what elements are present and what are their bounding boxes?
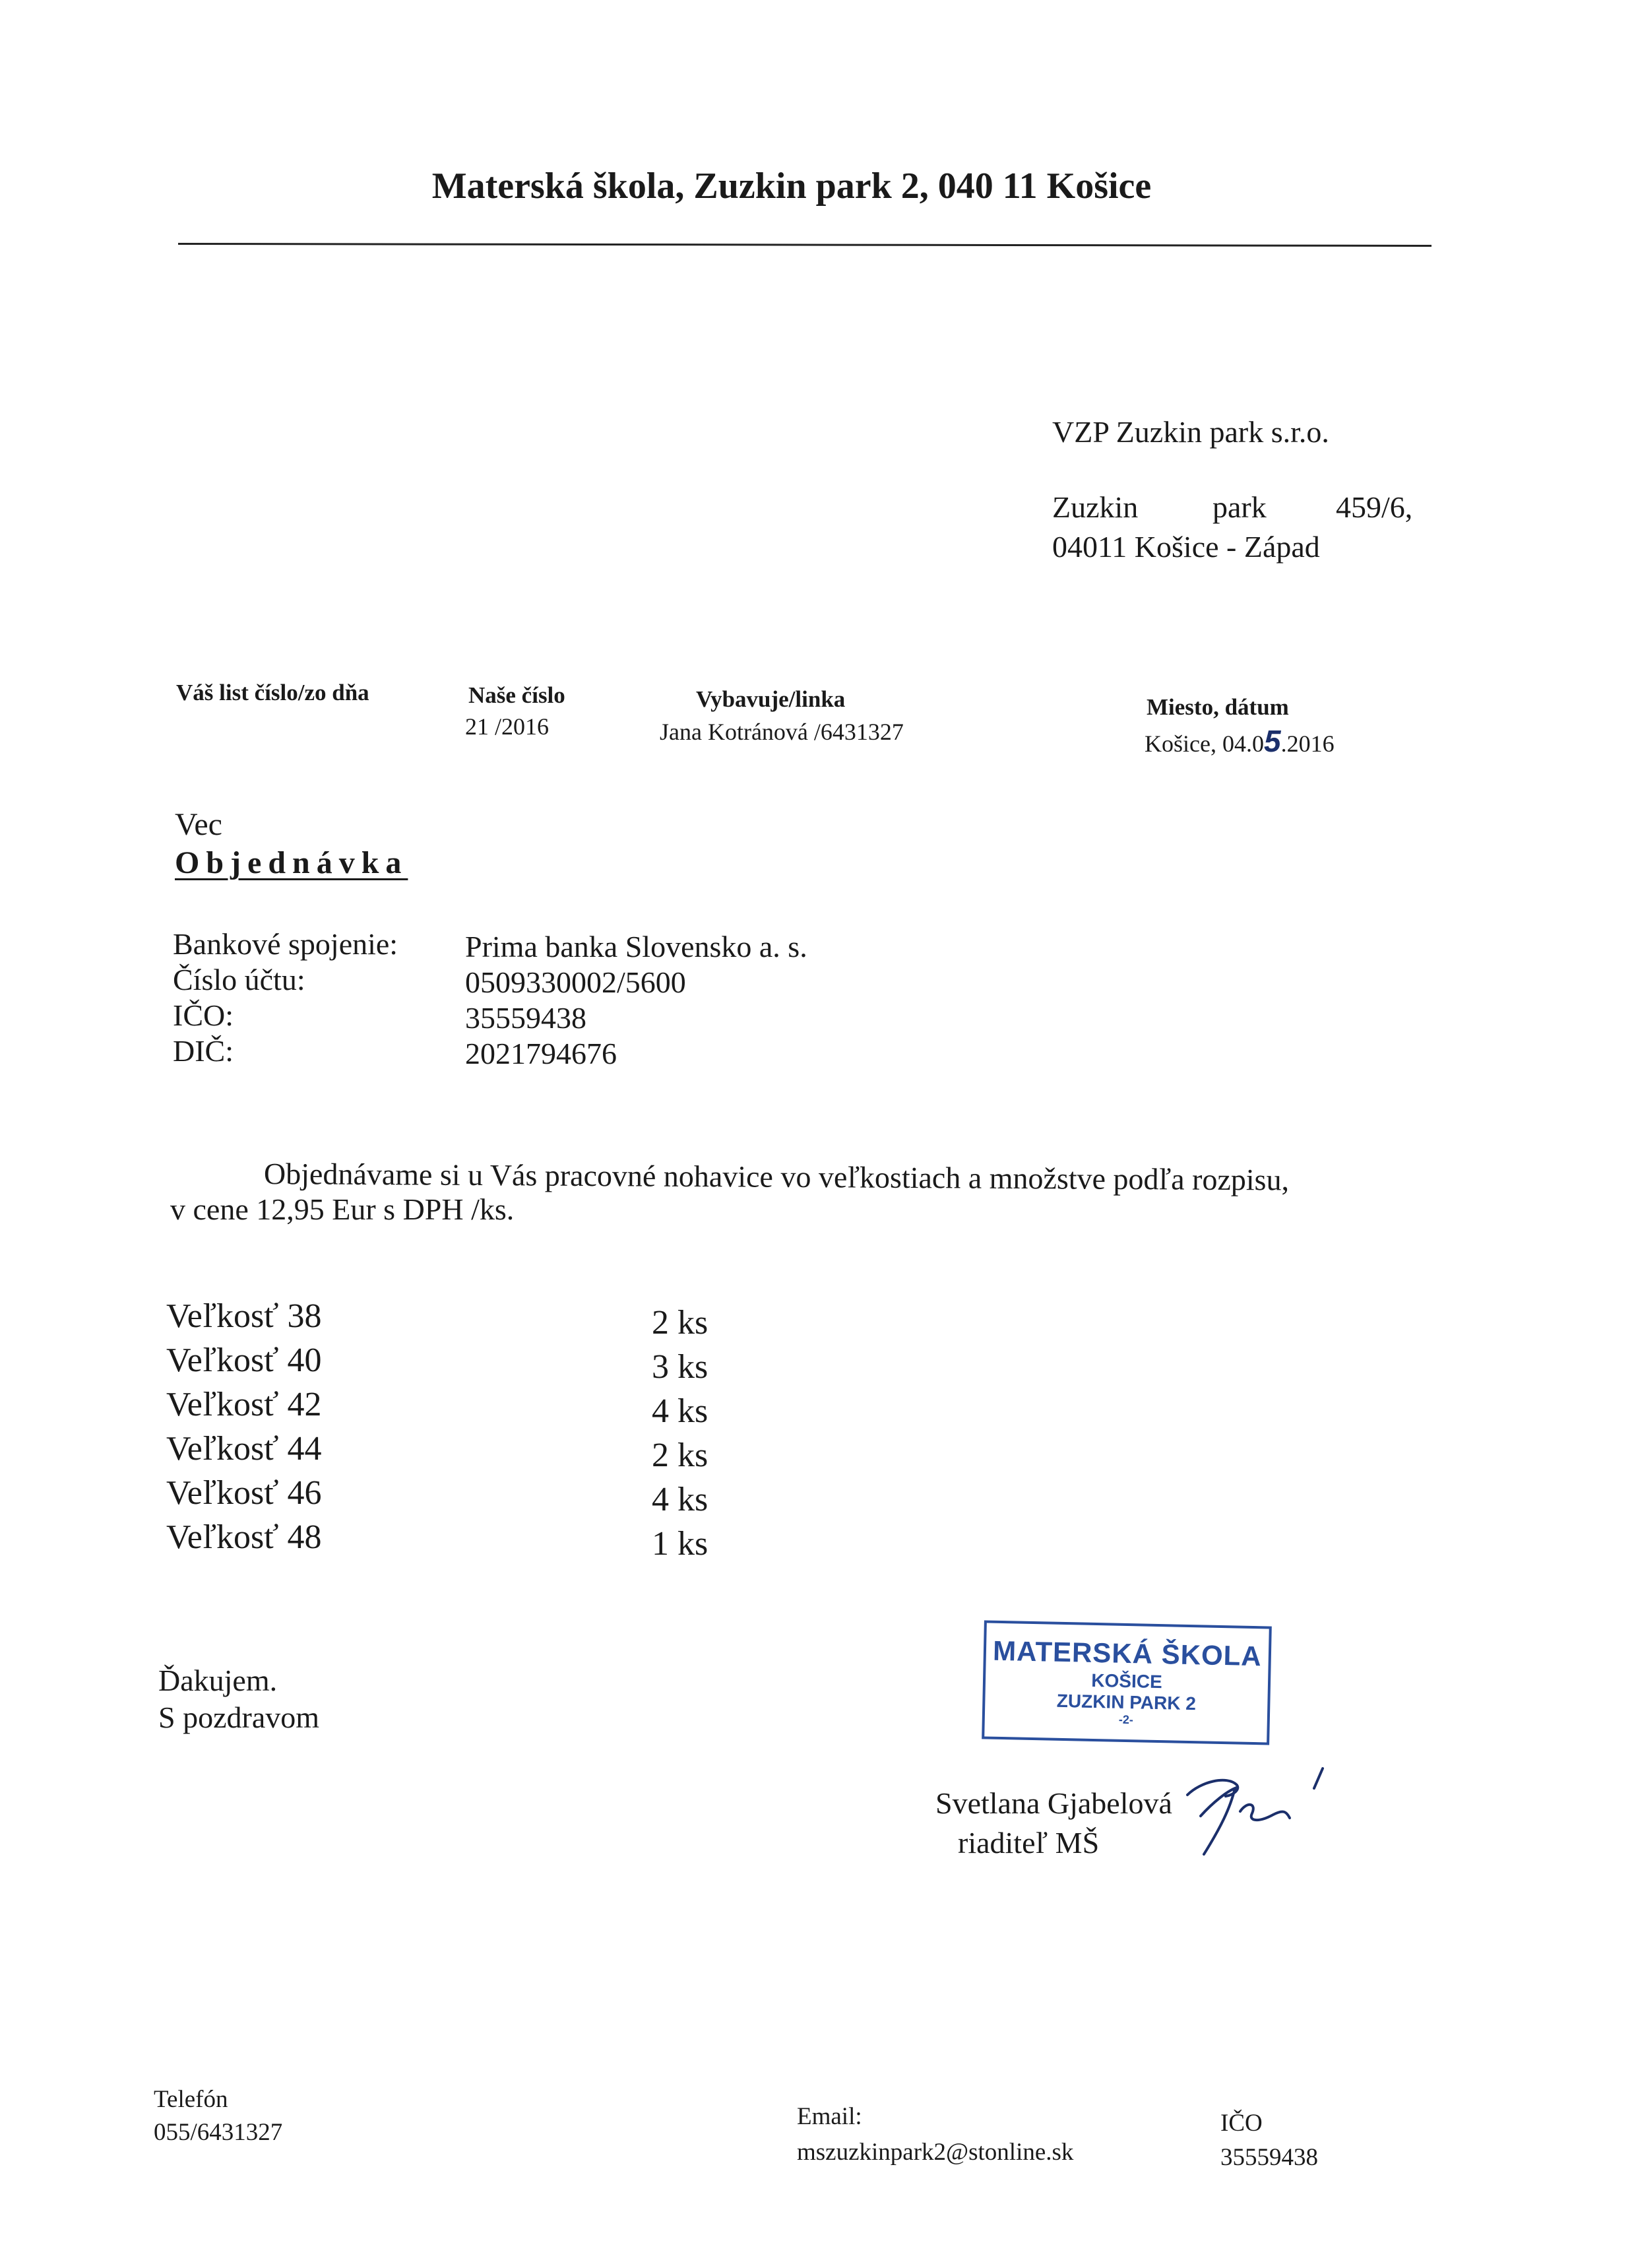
school-stamp	[982, 1620, 1272, 1745]
recipient-street-word2: park	[1212, 490, 1267, 524]
recipient-street-word1: Zuzkin	[1052, 490, 1139, 524]
bank-connection-value: Prima banka Slovensko a. s.	[465, 930, 807, 963]
closing-regards: S pozdravom	[158, 1701, 320, 1734]
dic-label: DIČ:	[173, 1034, 234, 1068]
handled-by-label: Vybavuje/linka	[696, 686, 846, 712]
place-date-value	[1145, 723, 1335, 759]
recipient-street-number: 459/6,	[1336, 490, 1413, 524]
closing-thanks: Ďakujem.	[158, 1664, 278, 1697]
footer-email-label: Email:	[797, 2103, 862, 2130]
stamp-line-number: -2-	[1118, 1712, 1134, 1727]
size-label-44: Veľkosť 44	[166, 1430, 322, 1468]
size-qty-38: 2 ks	[652, 1304, 708, 1342]
size-label-42: Veľkosť 42	[166, 1386, 322, 1423]
size-qty-48: 1 ks	[652, 1525, 708, 1563]
footer-email-value: mszuzkinpark2@stonline.sk	[797, 2139, 1074, 2166]
stamp-line-address: ZUZKIN PARK 2	[1056, 1690, 1197, 1714]
our-number-value: 21 /2016	[465, 713, 550, 740]
size-qty-44: 2 ks	[652, 1437, 708, 1474]
account-number-value: 0509330002/5600	[465, 965, 686, 999]
letterhead-divider	[178, 243, 1432, 247]
account-number-label: Číslo účtu:	[173, 963, 305, 996]
our-number-label: Naše číslo	[468, 682, 565, 708]
footer-phone-value: 055/6431327	[154, 2119, 283, 2146]
size-label-38: Veľkosť 38	[166, 1297, 322, 1335]
recipient-name: VZP Zuzkin park s.r.o.	[1052, 415, 1329, 449]
size-qty-40: 3 ks	[652, 1348, 708, 1386]
dic-value: 2021794676	[465, 1037, 617, 1070]
recipient-city: 04011 Košice - Západ	[1052, 530, 1320, 564]
handwritten-signature	[1174, 1755, 1346, 1874]
school-letterhead-title: Materská škola, Zuzkin park 2, 040 11 Košice	[431, 166, 1152, 207]
place-date-label: Miesto, dátum	[1147, 694, 1289, 720]
ico-value: 35559438	[465, 1001, 586, 1035]
order-body-line2: v cene 12,95 Eur s DPH /ks.	[170, 1192, 515, 1226]
footer-ico-value: 35559438	[1220, 2144, 1318, 2171]
stamp-line-city: KOŠICE	[1091, 1669, 1163, 1693]
ico-label: IČO:	[173, 998, 234, 1032]
subject-title: Objednávka	[175, 845, 408, 880]
subject-label: Vec	[175, 807, 222, 842]
size-label-46: Veľkosť 46	[166, 1474, 322, 1512]
signer-role: riaditeľ MŠ	[958, 1826, 1100, 1860]
size-label-48: Veľkosť 48	[166, 1518, 322, 1556]
order-body-line1: Objednávame si u Vás pracovné nohavice vo veľkostiach a množstve podľa rozpisu,	[263, 1157, 1290, 1197]
place-date-prefix: Košice, 04.0	[1145, 730, 1264, 757]
size-qty-42: 4 ks	[652, 1392, 708, 1430]
your-letter-label: Váš list číslo/zo dňa	[176, 680, 369, 705]
size-qty-46: 4 ks	[652, 1481, 708, 1518]
signer-name: Svetlana Gjabelová	[935, 1786, 1172, 1820]
handled-by-value: Jana Kotránová /6431327	[660, 719, 904, 745]
footer-ico-label: IČO	[1220, 2110, 1263, 2137]
stamp-line-school: MATERSKÁ ŠKOLA	[992, 1635, 1263, 1672]
place-date-suffix: .2016	[1280, 730, 1335, 757]
size-label-40: Veľkosť 40	[166, 1342, 322, 1379]
handwritten-month-digit: 5	[1263, 724, 1281, 758]
footer-phone-label: Telefón	[154, 2086, 228, 2113]
bank-connection-label: Bankové spojenie:	[173, 927, 398, 961]
